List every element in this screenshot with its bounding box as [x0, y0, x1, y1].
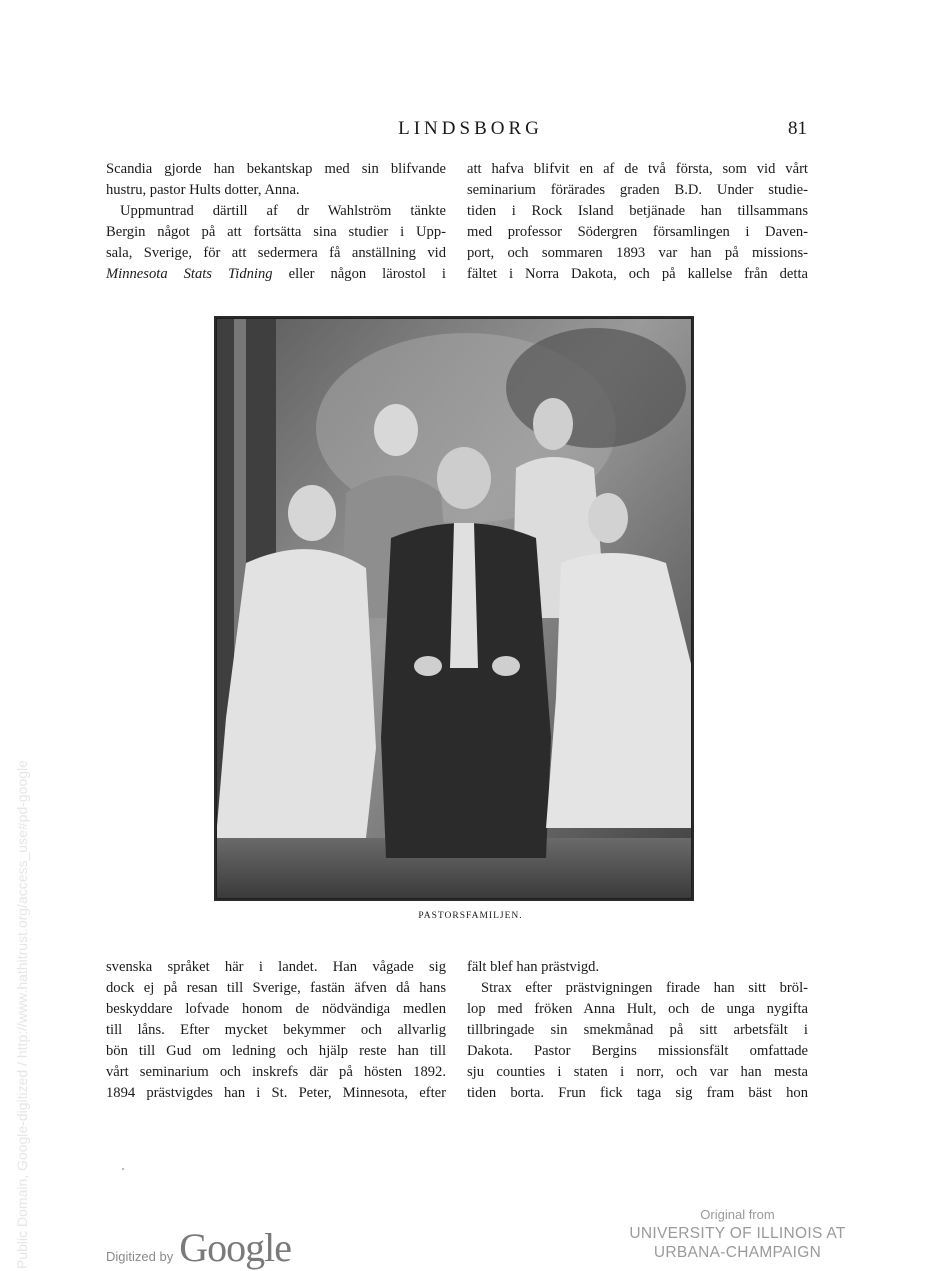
original-source-stamp	[610, 1207, 865, 1262]
speck	[122, 1168, 124, 1170]
text-line: lop med fröken Anna Hult, och de unga nygifta	[467, 1001, 808, 1017]
side-watermark: Public Domain, Google-digitized / http://www.hathitrust.org/access_use#pd-google	[14, 760, 30, 1269]
text-line: 1894 prästvigdes han i St. Peter, Minnesota, efter	[106, 1085, 446, 1101]
text-line: tillbringade sin smekmånad på sitt arbetsfält i	[467, 1022, 808, 1038]
text-line: tiden i Rock Island betjänade han tillsammans	[467, 203, 808, 219]
newspaper-title: Minnesota Stats Tidning	[106, 266, 273, 282]
university-line-1: UNIVERSITY OF ILLINOIS AT	[629, 1225, 846, 1242]
left-column-bottom	[106, 957, 446, 1104]
text-line: vårt seminarium och inskrefs där på hösten 1892.	[106, 1064, 446, 1080]
text-line: beskyddare lofvade honom de nödvändiga medlen	[106, 1001, 446, 1017]
left-column-top	[106, 159, 446, 285]
text-line: hustru, pastor Hults dotter, Anna.	[106, 182, 300, 198]
text-line: sala, Sverige, för att sedermera få anställning vid	[106, 245, 446, 261]
family-photograph	[214, 316, 694, 901]
google-logo: Google	[179, 1225, 291, 1270]
text-line: till låns. Efter mycket bekymmer och allvarlig	[106, 1022, 446, 1038]
text-line: Uppmuntrad därtill af dr Wahlström tänkte	[120, 203, 446, 219]
text-line: sju counties i staten i norr, och var han mesta	[467, 1064, 808, 1080]
text-line: Scandia gjorde han bekantskap med sin blifvande	[106, 161, 446, 177]
digitized-by-label: Digitized by	[106, 1249, 174, 1264]
photo-caption: PASTORSFAMILJEN.	[418, 911, 523, 921]
text-line: svenska språket här i landet. Han vågade sig	[106, 959, 446, 975]
right-column-top	[467, 159, 808, 285]
right-column-bottom	[467, 957, 808, 1104]
university-line-2: URBANA-CHAMPAIGN	[653, 1244, 822, 1261]
page-number: 81	[788, 118, 807, 139]
text-line: Dakota. Pastor Bergins missionsfält omfattade	[467, 1043, 808, 1059]
google-digitized-stamp	[106, 1224, 291, 1271]
text-line: dock ej på resan till Sverige, fastän äfven då hans	[106, 980, 446, 996]
text-line	[106, 264, 446, 285]
text-line: med professor Södergren församlingen i Daven-	[467, 224, 808, 240]
running-title: LINDSBORG	[398, 118, 543, 139]
text-fragment: eller någon lärostol i	[288, 266, 446, 282]
text-line: Bergin något på att fortsätta sina studier i Upp-	[106, 224, 446, 240]
text-line: att hafva blifvit en af de två första, som vid vårt	[467, 161, 808, 177]
original-from-label: Original from	[700, 1207, 775, 1222]
text-line: seminarium förärades graden B.D. Under studie-	[467, 182, 808, 198]
text-line: bön till Gud om ledning och hjälp reste han till	[106, 1043, 446, 1059]
text-line: port, och sommaren 1893 var han på missions-	[467, 245, 808, 261]
text-line: tiden borta. Frun fick taga sig fram bäst hon	[467, 1085, 808, 1101]
text-line: Strax efter prästvigningen firade han sitt bröl-	[481, 980, 808, 996]
text-line: fältet i Norra Dakota, och på kallelse från detta	[467, 266, 808, 282]
text-line: fält blef han prästvigd.	[467, 959, 600, 975]
